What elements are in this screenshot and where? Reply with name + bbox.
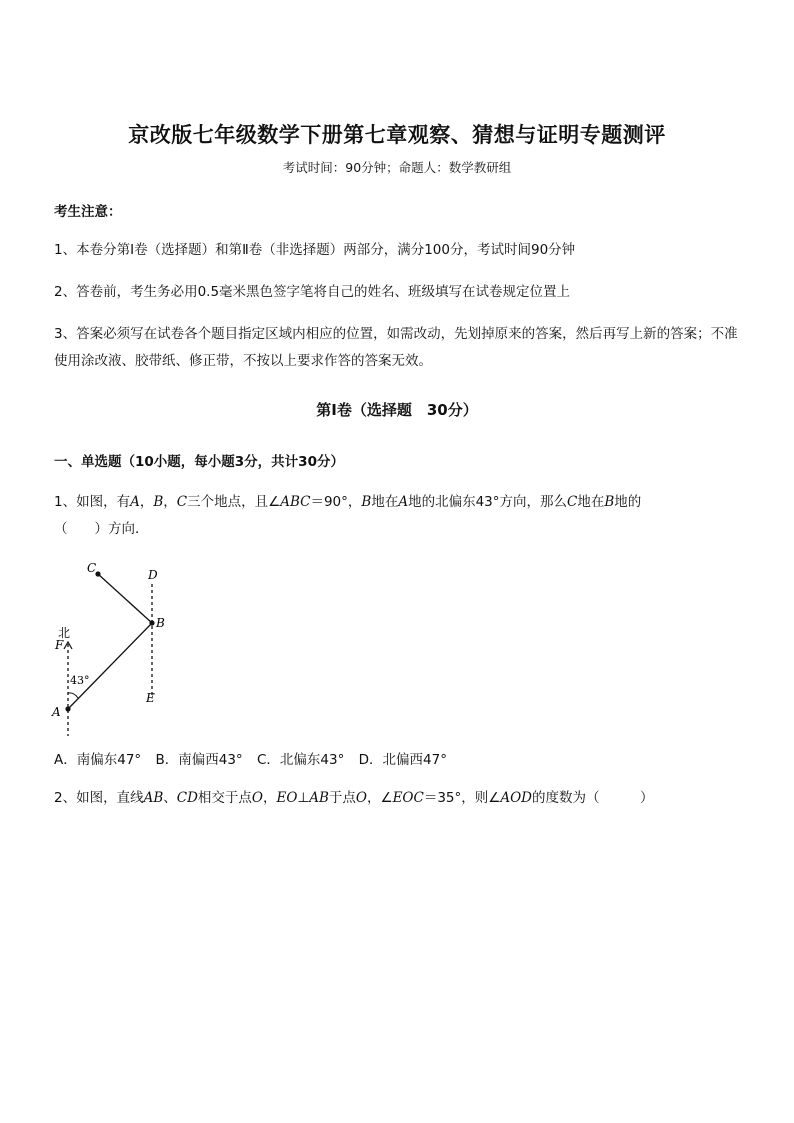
notice-item-2: 2、答卷前，考生务必用0.5毫米黑色签字笔将自己的姓名、班级填写在试卷规定位置上 [54, 284, 571, 300]
section-title: 第Ⅰ卷（选择题 30分） [316, 401, 478, 419]
label-angle-43: 43° [70, 674, 90, 687]
question-1-figure [48, 556, 178, 740]
segment-cb [98, 574, 152, 623]
label-a: A [52, 705, 61, 719]
option-d: D．北偏西47° [358, 752, 447, 768]
part-heading: 一、单选题（10小题，每小题3分，共计30分） [54, 454, 344, 470]
option-a: A．南偏东47° [54, 752, 142, 768]
label-f: F [55, 638, 64, 652]
page-title: 京改版七年级数学下册第七章观察、猜想与证明专题测评 [128, 122, 666, 147]
notice-item-1: 1、本卷分第Ⅰ卷（选择题）和第Ⅱ卷（非选择题）两部分，满分100分，考试时间90分钟 [54, 242, 576, 258]
question-2-text: 2、如图，直线AB、CD相交于点O，EO⊥AB于点O，∠EOC＝35°，则∠AOD的度数为（ ） [54, 790, 654, 806]
question-1-text: 1、如图，有A，B，C三个地点，且∠ABC＝90°，B地在A地的北偏东43°方向，那么C地在B地的 （ ）方向． [54, 494, 642, 537]
label-b: B [156, 616, 165, 630]
point-b [149, 620, 154, 625]
notice-item-3: 3、答案必须写在试卷各个题目指定区域内相应的位置，如需改动，先划掉原来的答案，然后再写上新的答案；不准使用涂改液、胶带纸、修正带，不按以上要求作答的答案无效。 [54, 326, 738, 369]
angle-arc [68, 693, 78, 698]
question-1-options [54, 748, 457, 768]
label-d: D [148, 568, 158, 582]
point-a [65, 706, 70, 711]
label-e: E [146, 691, 155, 705]
option-c: C．北偏东43° [256, 752, 345, 768]
label-c: C [87, 561, 97, 575]
notice-heading: 考生注意： [54, 204, 122, 220]
segment-ab [68, 623, 152, 709]
label-north: 北 [58, 626, 71, 640]
exam-subtitle: 考试时间：90分钟；命题人：数学教研组 [282, 160, 512, 175]
option-b: B．南偏西43° [155, 752, 243, 768]
